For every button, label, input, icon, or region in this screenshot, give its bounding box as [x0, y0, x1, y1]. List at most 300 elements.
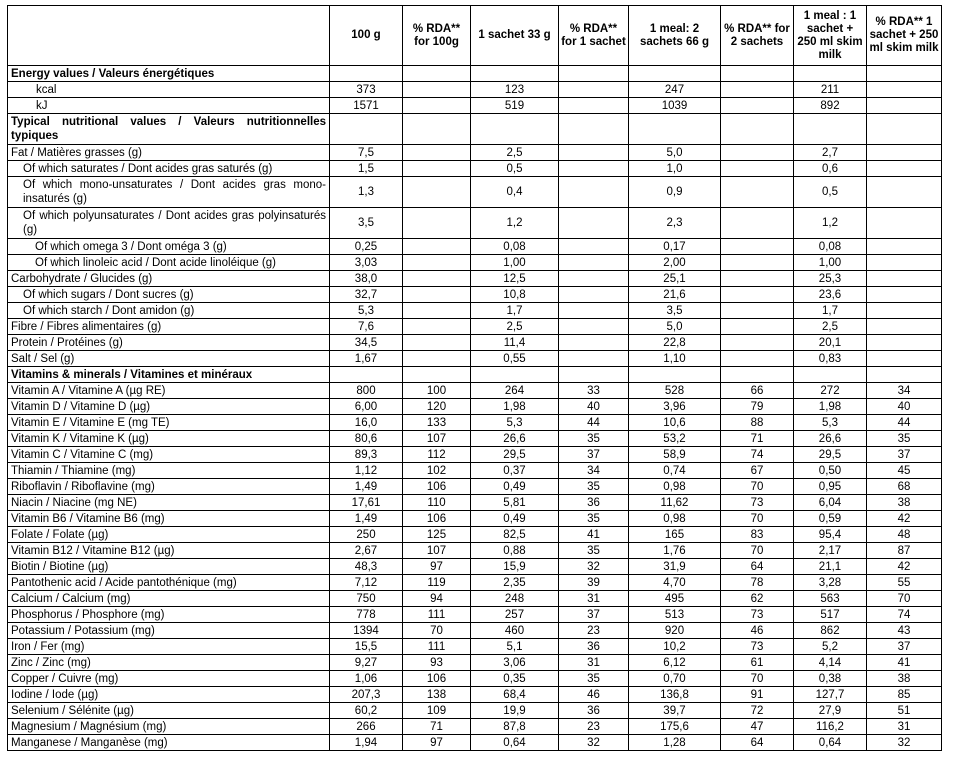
cell-2-sachets: 5,0 [629, 319, 721, 335]
cell-sachet-milk: 862 [794, 623, 867, 639]
table-row [8, 719, 942, 735]
cell-rda-100g [403, 335, 471, 351]
cell-100g: 373 [330, 82, 403, 98]
cell-sachet-milk: 3,28 [794, 575, 867, 591]
cell-rda-100g [403, 82, 471, 98]
cell-100g: 0,25 [330, 239, 403, 255]
cell-sachet-milk: 1,98 [794, 399, 867, 415]
row-label: Fat / Matières grasses (g) [8, 145, 330, 161]
cell-100g: 1571 [330, 98, 403, 114]
cell-sachet-milk: 6,04 [794, 495, 867, 511]
table-row [8, 239, 942, 255]
cell-rda-1-sachet [559, 351, 629, 367]
cell-2-sachets: 136,8 [629, 687, 721, 703]
cell-rda-sachet-milk [867, 161, 942, 177]
cell-rda-2-sachets: 78 [721, 575, 794, 591]
row-label: Iodine / Iode (µg) [8, 687, 330, 703]
cell-sachet-milk: 0,5 [794, 177, 867, 208]
cell-100g: 6,00 [330, 399, 403, 415]
table-row [8, 319, 942, 335]
cell-1-sachet: 2,35 [471, 575, 559, 591]
table-row [8, 479, 942, 495]
cell-2-sachets: 175,6 [629, 719, 721, 735]
cell-1-sachet: 2,5 [471, 145, 559, 161]
cell-1-sachet: 0,64 [471, 735, 559, 751]
cell-sachet-milk: 1,2 [794, 208, 867, 239]
cell-100g: 32,7 [330, 287, 403, 303]
table-body [8, 66, 942, 751]
table-row [8, 431, 942, 447]
cell-rda-sachet-milk: 34 [867, 383, 942, 399]
cell-rda-2-sachets: 83 [721, 527, 794, 543]
cell-rda-100g [403, 351, 471, 367]
row-label: Of which mono-unsaturates / Dont acides gras mono-insaturés (g) [8, 177, 330, 208]
cell-rda-1-sachet: 35 [559, 431, 629, 447]
cell-1-sachet: 5,1 [471, 639, 559, 655]
cell-1-sachet: 3,06 [471, 655, 559, 671]
cell-sachet-milk: 23,6 [794, 287, 867, 303]
cell-rda-sachet-milk [867, 271, 942, 287]
cell-rda-1-sachet: 40 [559, 399, 629, 415]
row-label: Of which starch / Dont amidon (g) [8, 303, 330, 319]
cell-rda-1-sachet: 35 [559, 511, 629, 527]
cell-1-sachet: 0,08 [471, 239, 559, 255]
cell-rda-100g: 97 [403, 735, 471, 751]
cell-2-sachets: 11,62 [629, 495, 721, 511]
cell-rda-sachet-milk: 42 [867, 511, 942, 527]
cell-2-sachets: 1,76 [629, 543, 721, 559]
cell-rda-2-sachets: 74 [721, 447, 794, 463]
row-label: Pantothenic acid / Acide pantothénique (mg) [8, 575, 330, 591]
cell-rda-sachet-milk: 37 [867, 447, 942, 463]
row-label: Vitamin C / Vitamine C (mg) [8, 447, 330, 463]
cell-100g: 778 [330, 607, 403, 623]
cell-sachet-milk: 0,59 [794, 511, 867, 527]
row-label: Phosphorus / Phosphore (mg) [8, 607, 330, 623]
cell-rda-100g: 111 [403, 639, 471, 655]
cell-rda-1-sachet [559, 271, 629, 287]
cell-rda-sachet-milk [867, 319, 942, 335]
cell-rda-sachet-milk: 43 [867, 623, 942, 639]
table-row [8, 271, 942, 287]
row-label: Of which saturates / Dont acides gras saturés (g) [8, 161, 330, 177]
cell-2-sachets: 1039 [629, 98, 721, 114]
table-row [8, 114, 942, 145]
table-row [8, 383, 942, 399]
cell-1-sachet: 29,5 [471, 447, 559, 463]
table-row [8, 591, 942, 607]
row-label: Vitamin A / Vitamine A (µg RE) [8, 383, 330, 399]
cell-rda-2-sachets: 64 [721, 735, 794, 751]
cell-sachet-milk: 1,00 [794, 255, 867, 271]
cell-sachet-milk: 27,9 [794, 703, 867, 719]
cell-sachet-milk: 2,17 [794, 543, 867, 559]
cell-sachet-milk: 2,7 [794, 145, 867, 161]
cell-1-sachet: 519 [471, 98, 559, 114]
cell-2-sachets: 0,70 [629, 671, 721, 687]
cell-sachet-milk [794, 114, 867, 145]
cell-rda-2-sachets: 64 [721, 559, 794, 575]
cell-rda-1-sachet [559, 114, 629, 145]
cell-rda-1-sachet: 46 [559, 687, 629, 703]
cell-rda-100g [403, 287, 471, 303]
cell-2-sachets: 5,0 [629, 145, 721, 161]
table-row [8, 177, 942, 208]
cell-1-sachet: 460 [471, 623, 559, 639]
table-row [8, 447, 942, 463]
cell-2-sachets: 528 [629, 383, 721, 399]
cell-2-sachets: 0,9 [629, 177, 721, 208]
table-row [8, 415, 942, 431]
cell-rda-100g: 93 [403, 655, 471, 671]
cell-rda-2-sachets: 70 [721, 479, 794, 495]
cell-rda-100g [403, 303, 471, 319]
cell-rda-2-sachets: 62 [721, 591, 794, 607]
table-row [8, 543, 942, 559]
cell-2-sachets: 165 [629, 527, 721, 543]
cell-sachet-milk: 26,6 [794, 431, 867, 447]
nutrition-table [7, 5, 942, 751]
cell-rda-100g [403, 367, 471, 383]
cell-rda-sachet-milk [867, 303, 942, 319]
cell-rda-sachet-milk [867, 114, 942, 145]
table-row [8, 495, 942, 511]
cell-rda-2-sachets [721, 319, 794, 335]
cell-rda-sachet-milk [867, 351, 942, 367]
cell-1-sachet: 1,7 [471, 303, 559, 319]
cell-1-sachet: 68,4 [471, 687, 559, 703]
cell-rda-sachet-milk [867, 145, 942, 161]
cell-rda-2-sachets: 70 [721, 543, 794, 559]
cell-2-sachets: 39,7 [629, 703, 721, 719]
cell-100g: 1,49 [330, 479, 403, 495]
cell-1-sachet: 0,88 [471, 543, 559, 559]
cell-rda-2-sachets [721, 271, 794, 287]
cell-2-sachets: 1,10 [629, 351, 721, 367]
row-label: Vitamin B6 / Vitamine B6 (mg) [8, 511, 330, 527]
cell-rda-2-sachets [721, 367, 794, 383]
cell-2-sachets: 1,0 [629, 161, 721, 177]
cell-sachet-milk: 20,1 [794, 335, 867, 351]
cell-100g: 250 [330, 527, 403, 543]
cell-2-sachets: 0,98 [629, 479, 721, 495]
row-label: Niacin / Niacine (mg NE) [8, 495, 330, 511]
row-label: Biotin / Biotine (µg) [8, 559, 330, 575]
cell-rda-2-sachets: 67 [721, 463, 794, 479]
row-label: Folate / Folate (µg) [8, 527, 330, 543]
cell-sachet-milk: 1,7 [794, 303, 867, 319]
cell-rda-100g: 70 [403, 623, 471, 639]
cell-100g: 266 [330, 719, 403, 735]
cell-100g: 7,6 [330, 319, 403, 335]
cell-rda-100g [403, 239, 471, 255]
cell-sachet-milk: 0,38 [794, 671, 867, 687]
cell-1-sachet: 10,8 [471, 287, 559, 303]
cell-rda-100g: 106 [403, 479, 471, 495]
cell-rda-sachet-milk: 74 [867, 607, 942, 623]
cell-rda-100g [403, 208, 471, 239]
cell-rda-2-sachets: 46 [721, 623, 794, 639]
table-row [8, 255, 942, 271]
cell-1-sachet: 0,49 [471, 511, 559, 527]
cell-rda-2-sachets: 47 [721, 719, 794, 735]
cell-rda-2-sachets [721, 66, 794, 82]
row-label: Vitamins & minerals / Vitamines et minéraux [8, 367, 330, 383]
cell-rda-sachet-milk: 31 [867, 719, 942, 735]
cell-rda-100g [403, 66, 471, 82]
cell-rda-1-sachet: 37 [559, 447, 629, 463]
cell-100g: 1,3 [330, 177, 403, 208]
cell-rda-sachet-milk [867, 208, 942, 239]
row-label: Thiamin / Thiamine (mg) [8, 463, 330, 479]
header-cell-2-sachets: 1 meal: 2 sachets 66 g [629, 6, 721, 66]
cell-rda-100g: 110 [403, 495, 471, 511]
cell-100g [330, 367, 403, 383]
cell-rda-1-sachet [559, 208, 629, 239]
row-label: Riboflavin / Riboflavine (mg) [8, 479, 330, 495]
cell-rda-100g [403, 145, 471, 161]
cell-1-sachet [471, 367, 559, 383]
cell-1-sachet [471, 114, 559, 145]
table-row [8, 367, 942, 383]
cell-2-sachets: 10,2 [629, 639, 721, 655]
cell-rda-100g: 109 [403, 703, 471, 719]
row-label: Salt / Sel (g) [8, 351, 330, 367]
cell-rda-1-sachet [559, 255, 629, 271]
cell-rda-100g [403, 271, 471, 287]
cell-rda-2-sachets [721, 239, 794, 255]
cell-rda-2-sachets [721, 161, 794, 177]
cell-rda-sachet-milk: 32 [867, 735, 942, 751]
cell-rda-100g [403, 319, 471, 335]
row-label: Typical nutritional values / Valeurs nutritionnelles typiques [8, 114, 330, 145]
cell-rda-2-sachets [721, 255, 794, 271]
cell-100g: 5,3 [330, 303, 403, 319]
table-row [8, 145, 942, 161]
cell-rda-1-sachet: 35 [559, 543, 629, 559]
cell-sachet-milk: 4,14 [794, 655, 867, 671]
header-cell-sachet-milk: 1 meal : 1 sachet + 250 ml skim milk [794, 6, 867, 66]
cell-rda-sachet-milk [867, 287, 942, 303]
cell-1-sachet: 12,5 [471, 271, 559, 287]
cell-2-sachets: 58,9 [629, 447, 721, 463]
cell-rda-1-sachet: 36 [559, 703, 629, 719]
cell-rda-1-sachet [559, 98, 629, 114]
cell-100g: 16,0 [330, 415, 403, 431]
cell-sachet-milk: 272 [794, 383, 867, 399]
cell-rda-2-sachets: 61 [721, 655, 794, 671]
cell-rda-2-sachets: 72 [721, 703, 794, 719]
cell-sachet-milk: 0,6 [794, 161, 867, 177]
cell-sachet-milk [794, 367, 867, 383]
cell-1-sachet: 0,35 [471, 671, 559, 687]
cell-1-sachet: 0,55 [471, 351, 559, 367]
table-row [8, 66, 942, 82]
table-row [8, 98, 942, 114]
cell-1-sachet: 123 [471, 82, 559, 98]
cell-2-sachets [629, 114, 721, 145]
cell-1-sachet: 5,3 [471, 415, 559, 431]
cell-100g: 800 [330, 383, 403, 399]
cell-rda-1-sachet: 33 [559, 383, 629, 399]
cell-100g: 3,03 [330, 255, 403, 271]
cell-rda-100g: 107 [403, 431, 471, 447]
cell-sachet-milk: 5,3 [794, 415, 867, 431]
cell-rda-sachet-milk: 45 [867, 463, 942, 479]
cell-1-sachet: 1,2 [471, 208, 559, 239]
cell-rda-sachet-milk: 44 [867, 415, 942, 431]
cell-100g: 1,67 [330, 351, 403, 367]
row-label: Copper / Cuivre (mg) [8, 671, 330, 687]
cell-rda-1-sachet [559, 239, 629, 255]
cell-rda-100g: 107 [403, 543, 471, 559]
table-row [8, 208, 942, 239]
cell-rda-sachet-milk: 51 [867, 703, 942, 719]
cell-1-sachet: 19,9 [471, 703, 559, 719]
cell-100g: 1,49 [330, 511, 403, 527]
cell-rda-2-sachets: 79 [721, 399, 794, 415]
cell-rda-sachet-milk: 41 [867, 655, 942, 671]
row-label: Vitamin E / Vitamine E (mg TE) [8, 415, 330, 431]
table-row [8, 161, 942, 177]
cell-1-sachet: 248 [471, 591, 559, 607]
cell-rda-1-sachet: 36 [559, 639, 629, 655]
table-row [8, 82, 942, 98]
cell-rda-1-sachet: 44 [559, 415, 629, 431]
cell-rda-1-sachet [559, 177, 629, 208]
cell-rda-1-sachet [559, 287, 629, 303]
cell-100g: 1,94 [330, 735, 403, 751]
cell-sachet-milk [794, 66, 867, 82]
cell-rda-1-sachet: 36 [559, 495, 629, 511]
table-row [8, 303, 942, 319]
cell-100g: 9,27 [330, 655, 403, 671]
cell-2-sachets: 920 [629, 623, 721, 639]
cell-rda-2-sachets: 73 [721, 639, 794, 655]
table-row [8, 335, 942, 351]
cell-1-sachet: 264 [471, 383, 559, 399]
cell-rda-100g: 133 [403, 415, 471, 431]
cell-100g: 80,6 [330, 431, 403, 447]
cell-1-sachet [471, 66, 559, 82]
row-label: Of which sugars / Dont sucres (g) [8, 287, 330, 303]
cell-rda-1-sachet: 34 [559, 463, 629, 479]
cell-rda-2-sachets: 88 [721, 415, 794, 431]
cell-2-sachets: 2,00 [629, 255, 721, 271]
cell-rda-2-sachets [721, 114, 794, 145]
row-label: Zinc / Zinc (mg) [8, 655, 330, 671]
cell-2-sachets: 0,98 [629, 511, 721, 527]
cell-1-sachet: 1,00 [471, 255, 559, 271]
cell-1-sachet: 0,49 [471, 479, 559, 495]
cell-100g: 207,3 [330, 687, 403, 703]
table-row [8, 703, 942, 719]
cell-rda-100g: 102 [403, 463, 471, 479]
cell-rda-1-sachet [559, 66, 629, 82]
cell-rda-100g [403, 161, 471, 177]
cell-rda-sachet-milk: 37 [867, 639, 942, 655]
cell-1-sachet: 5,81 [471, 495, 559, 511]
cell-rda-sachet-milk: 42 [867, 559, 942, 575]
cell-rda-2-sachets: 71 [721, 431, 794, 447]
cell-2-sachets: 247 [629, 82, 721, 98]
cell-2-sachets: 2,3 [629, 208, 721, 239]
row-label: Vitamin K / Vitamine K (µg) [8, 431, 330, 447]
cell-rda-1-sachet [559, 367, 629, 383]
cell-rda-sachet-milk [867, 367, 942, 383]
cell-sachet-milk: 892 [794, 98, 867, 114]
cell-sachet-milk: 0,08 [794, 239, 867, 255]
cell-2-sachets: 31,9 [629, 559, 721, 575]
cell-rda-sachet-milk: 40 [867, 399, 942, 415]
cell-100g: 750 [330, 591, 403, 607]
cell-rda-100g: 106 [403, 671, 471, 687]
cell-rda-100g [403, 114, 471, 145]
cell-2-sachets: 1,28 [629, 735, 721, 751]
cell-rda-2-sachets: 73 [721, 495, 794, 511]
table-row [8, 575, 942, 591]
row-label: Calcium / Calcium (mg) [8, 591, 330, 607]
row-label: Of which linoleic acid / Dont acide linoléique (g) [8, 255, 330, 271]
cell-rda-2-sachets: 70 [721, 511, 794, 527]
cell-sachet-milk: 25,3 [794, 271, 867, 287]
cell-rda-100g: 97 [403, 559, 471, 575]
cell-rda-1-sachet: 32 [559, 559, 629, 575]
cell-1-sachet: 11,4 [471, 335, 559, 351]
row-label: Carbohydrate / Glucides (g) [8, 271, 330, 287]
cell-rda-sachet-milk [867, 177, 942, 208]
header-cell-label [8, 6, 330, 66]
cell-sachet-milk: 5,2 [794, 639, 867, 655]
cell-sachet-milk: 21,1 [794, 559, 867, 575]
row-label: kJ [8, 98, 330, 114]
cell-rda-2-sachets: 70 [721, 671, 794, 687]
table-row [8, 687, 942, 703]
row-label: Energy values / Valeurs énergétiques [8, 66, 330, 82]
cell-sachet-milk: 517 [794, 607, 867, 623]
cell-100g: 1,06 [330, 671, 403, 687]
cell-rda-1-sachet [559, 145, 629, 161]
cell-2-sachets: 21,6 [629, 287, 721, 303]
header-cell-100g: 100 g [330, 6, 403, 66]
row-label: Vitamin B12 / Vitamine B12 (µg) [8, 543, 330, 559]
cell-rda-sachet-milk: 70 [867, 591, 942, 607]
cell-rda-1-sachet: 41 [559, 527, 629, 543]
row-label: Of which omega 3 / Dont oméga 3 (g) [8, 239, 330, 255]
cell-1-sachet: 87,8 [471, 719, 559, 735]
cell-1-sachet: 257 [471, 607, 559, 623]
cell-rda-sachet-milk: 48 [867, 527, 942, 543]
cell-rda-sachet-milk [867, 98, 942, 114]
cell-rda-100g: 112 [403, 447, 471, 463]
table-row [8, 607, 942, 623]
row-label: Iron / Fer (mg) [8, 639, 330, 655]
table-row [8, 671, 942, 687]
cell-1-sachet: 0,4 [471, 177, 559, 208]
cell-2-sachets: 3,96 [629, 399, 721, 415]
cell-100g: 15,5 [330, 639, 403, 655]
cell-rda-2-sachets [721, 287, 794, 303]
cell-sachet-milk: 0,95 [794, 479, 867, 495]
cell-2-sachets [629, 66, 721, 82]
cell-1-sachet: 0,37 [471, 463, 559, 479]
cell-rda-1-sachet [559, 319, 629, 335]
cell-rda-100g [403, 177, 471, 208]
cell-2-sachets: 4,70 [629, 575, 721, 591]
row-label: Potassium / Potassium (mg) [8, 623, 330, 639]
cell-rda-sachet-milk: 85 [867, 687, 942, 703]
cell-2-sachets: 25,1 [629, 271, 721, 287]
